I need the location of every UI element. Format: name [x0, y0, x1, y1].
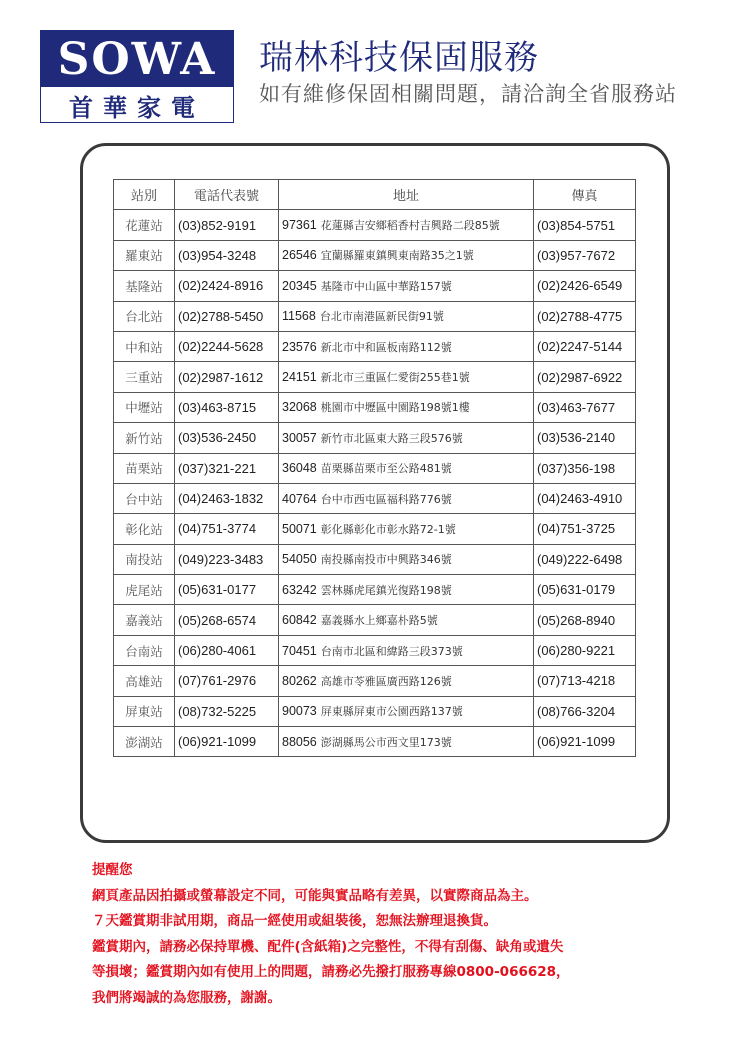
station-zip: 54050: [282, 552, 317, 567]
station-phone: (03)536-2450: [175, 423, 279, 453]
station-street: 屏東縣屏東市公園西路137號: [320, 705, 463, 719]
station-phone: (02)2788-5450: [175, 301, 279, 331]
station-phone: (04)2463-1832: [175, 483, 279, 513]
station-phone: (06)921-1099: [175, 727, 279, 757]
station-fax: (037)356-198: [534, 453, 636, 483]
station-phone: (03)852-9191: [175, 210, 279, 240]
notice-line: 我們將竭誠的為您服務，謝謝。: [92, 989, 281, 1006]
station-fax: (06)280-9221: [534, 635, 636, 665]
station-name: 中壢站: [114, 392, 175, 422]
station-zip: 36048: [282, 461, 317, 476]
station-name: 苗栗站: [114, 453, 175, 483]
station-fax: (05)268-8940: [534, 605, 636, 635]
station-address: [279, 392, 534, 422]
notice-line: 鑑賞期內，請務必保持單機、配件(含紙箱)之完整性，不得有刮傷、缺角或遺失: [92, 938, 564, 955]
notice-line: ７天鑑賞期非試用期，商品一經使用或組裝後，恕無法辦理退換貨。: [92, 913, 497, 929]
station-name: 虎尾站: [114, 575, 175, 605]
station-phone: (049)223-3483: [175, 544, 279, 574]
station-street: 花蓮縣吉安鄉稻香村吉興路二段85號: [320, 219, 500, 233]
station-fax: (07)713-4218: [534, 666, 636, 696]
station-zip: 50071: [282, 521, 317, 536]
station-phone: (07)761-2976: [175, 666, 279, 696]
station-street: 新北市三重區仁愛街255巷1號: [320, 371, 470, 385]
table-row: [114, 240, 636, 270]
table-row: [114, 696, 636, 726]
station-fax: (02)2987-6922: [534, 362, 636, 392]
station-fax: (06)921-1099: [534, 727, 636, 757]
station-phone: (06)280-4061: [175, 635, 279, 665]
station-fax: (02)2426-6549: [534, 271, 636, 301]
table-row: [114, 666, 636, 696]
station-street: 雲林縣虎尾鎮光復路198號: [320, 583, 452, 597]
table-row: [114, 362, 636, 392]
station-phone: (04)751-3774: [175, 514, 279, 544]
station-street: 基隆市中山區中華路157號: [320, 279, 452, 293]
station-name: 高雄站: [114, 666, 175, 696]
station-phone: (037)321-221: [175, 453, 279, 483]
station-zip: 11568: [282, 309, 316, 324]
station-phone: (05)268-6574: [175, 605, 279, 635]
station-zip: 60842: [282, 613, 317, 628]
notice-block: [92, 858, 712, 1011]
station-address: [279, 362, 534, 392]
header-address: 地址: [279, 180, 534, 210]
station-phone: (05)631-0177: [175, 575, 279, 605]
table-row: [114, 727, 636, 757]
station-address: [279, 696, 534, 726]
station-address: [279, 514, 534, 544]
header-fax: 傳真: [534, 180, 636, 210]
station-name: 台中站: [114, 483, 175, 513]
station-address: [279, 271, 534, 301]
station-zip: 90073: [282, 704, 317, 719]
station-name: 澎湖站: [114, 727, 175, 757]
station-street: 高雄市苓雅區廣西路126號: [320, 674, 452, 688]
station-phone: (08)732-5225: [175, 696, 279, 726]
page-subtitle: 如有維修保固相關問題，請洽詢全省服務站: [259, 82, 677, 106]
station-fax: (03)854-5751: [534, 210, 636, 240]
station-street: 新北市中和區板南路112號: [320, 340, 452, 354]
sowa-logo: [40, 30, 234, 123]
table-row: [114, 271, 636, 301]
station-fax: (08)766-3204: [534, 696, 636, 726]
station-street: 台北市南港區新民街91號: [319, 310, 444, 324]
notice-line: 網頁產品因拍攝或螢幕設定不同，可能與實品略有差異，以實際商品為主。: [92, 887, 538, 904]
station-name: 南投站: [114, 544, 175, 574]
station-zip: 23576: [282, 339, 317, 354]
station-name: 彰化站: [114, 514, 175, 544]
station-street: 台南市北區和緯路三段373號: [320, 644, 463, 658]
station-zip: 40764: [282, 491, 317, 506]
station-phone: (03)463-8715: [175, 392, 279, 422]
station-phone: (02)2987-1612: [175, 362, 279, 392]
station-zip: 80262: [282, 673, 317, 688]
station-zip: 20345: [282, 278, 317, 293]
service-station-table: [113, 179, 636, 757]
station-street: 嘉義縣水上鄉嘉朴路5號: [320, 614, 438, 628]
notice-heading: 提醒您: [92, 862, 133, 878]
header-phone: 電話代表號: [175, 180, 279, 210]
station-address: [279, 240, 534, 270]
station-name: 基隆站: [114, 271, 175, 301]
station-street: 苗栗縣苗栗市至公路481號: [320, 462, 452, 476]
station-fax: (03)463-7677: [534, 392, 636, 422]
table-row: [114, 544, 636, 574]
station-zip: 24151: [282, 370, 317, 385]
station-address: [279, 605, 534, 635]
station-fax: (02)2788-4775: [534, 301, 636, 331]
table-row: [114, 301, 636, 331]
station-fax: (05)631-0179: [534, 575, 636, 605]
station-zip: 30057: [282, 430, 317, 445]
station-name: 花蓮站: [114, 210, 175, 240]
station-address: [279, 331, 534, 361]
table-row: [114, 210, 636, 240]
station-street: 澎湖縣馬公市西文里173號: [320, 735, 452, 749]
header-station: 站別: [114, 180, 175, 210]
station-street: 彰化縣彰化市彰水路72-1號: [320, 522, 456, 536]
station-phone: (02)2424-8916: [175, 271, 279, 301]
station-name: 台南站: [114, 635, 175, 665]
page-title: 瑞林科技保固服務: [259, 38, 539, 78]
station-address: [279, 727, 534, 757]
station-name: 台北站: [114, 301, 175, 331]
table-row: [114, 392, 636, 422]
table-row: [114, 453, 636, 483]
station-fax: (049)222-6498: [534, 544, 636, 574]
station-address: [279, 423, 534, 453]
station-street: 宜蘭縣羅東鎮興東南路35之1號: [320, 249, 474, 263]
station-street: 台中市西屯區福科路776號: [320, 492, 452, 506]
station-zip: 88056: [282, 734, 317, 749]
table-row: [114, 423, 636, 453]
station-zip: 26546: [282, 248, 317, 263]
table-row: [114, 331, 636, 361]
station-street: 新竹市北區東大路三段576號: [320, 431, 463, 445]
station-address: [279, 453, 534, 483]
station-name: 中和站: [114, 331, 175, 361]
table-row: [114, 635, 636, 665]
logo-wordmark: SOWA: [41, 31, 233, 87]
station-name: 嘉義站: [114, 605, 175, 635]
station-phone: (03)954-3248: [175, 240, 279, 270]
station-phone: (02)2244-5628: [175, 331, 279, 361]
table-header-row: [114, 180, 636, 210]
station-address: [279, 301, 534, 331]
station-zip: 32068: [282, 400, 317, 415]
table-row: [114, 514, 636, 544]
station-fax: (03)536-2140: [534, 423, 636, 453]
station-address: [279, 483, 534, 513]
table-row: [114, 605, 636, 635]
table-row: [114, 575, 636, 605]
station-name: 新竹站: [114, 423, 175, 453]
station-street: 桃園市中壢區中園路198號1樓: [320, 401, 470, 415]
station-zip: 63242: [282, 582, 317, 597]
station-address: [279, 575, 534, 605]
station-fax: (03)957-7672: [534, 240, 636, 270]
station-name: 羅東站: [114, 240, 175, 270]
notice-line: 等損壞；鑑賞期內如有使用上的問題，請務必先撥打服務專線0800-066628，: [92, 964, 570, 980]
station-fax: (04)751-3725: [534, 514, 636, 544]
station-zip: 70451: [282, 643, 317, 658]
table-body: [114, 210, 636, 757]
table-row: [114, 483, 636, 513]
station-fax: (04)2463-4910: [534, 483, 636, 513]
logo-subtext: 首華家電: [69, 92, 205, 122]
station-address: [279, 210, 534, 240]
station-fax: (02)2247-5144: [534, 331, 636, 361]
station-zip: 97361: [282, 218, 317, 233]
station-street: 南投縣南投市中興路346號: [320, 553, 452, 567]
station-name: 屏東站: [114, 696, 175, 726]
station-name: 三重站: [114, 362, 175, 392]
station-address: [279, 544, 534, 574]
station-address: [279, 666, 534, 696]
station-address: [279, 635, 534, 665]
